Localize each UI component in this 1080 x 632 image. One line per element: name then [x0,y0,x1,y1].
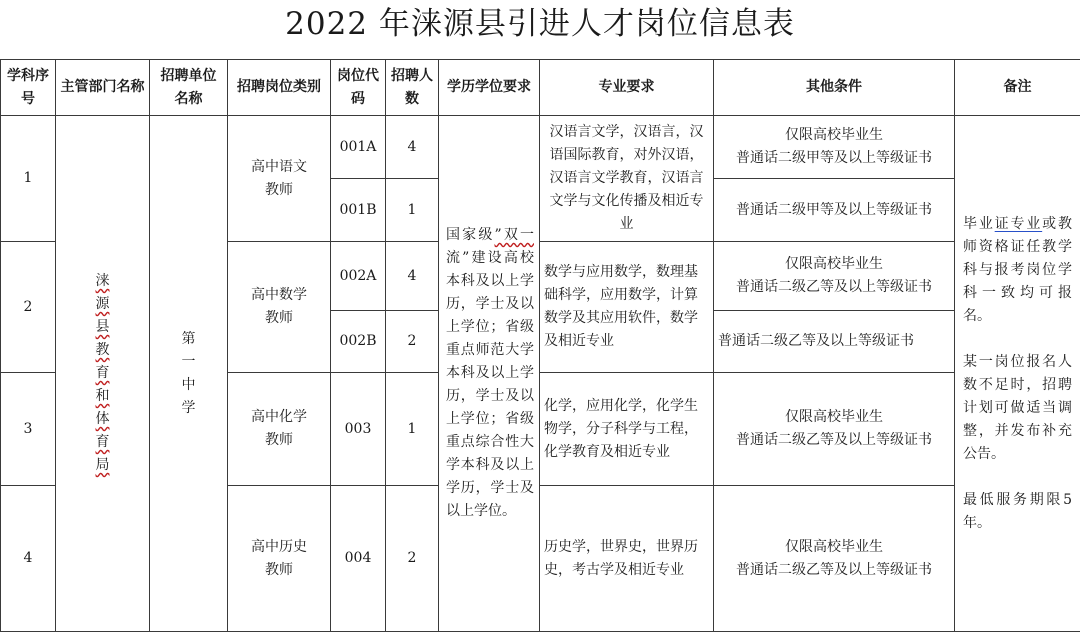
major-cell: 汉语言文学，汉语言，汉语国际教育，对外汉语，汉语言文学教育，汉语言文学与文化传播及相近专业 [540,116,714,242]
count-cell: 2 [386,311,439,373]
other-line-2: 普通话二级乙等及以上等级证书 [736,561,932,578]
note-text-3: 最低服务期限5年。 [963,491,1072,531]
other-cell [714,242,955,311]
count-cell: 4 [386,116,439,179]
count-cell: 1 [386,373,439,486]
post-cell: 高中历史教师 [228,486,331,632]
table-row [1,116,1080,179]
header-note: 备注 [955,60,1080,116]
other-line-1: 仅限高校毕业生 [785,409,883,425]
degree-text-a: 国家级 [446,227,495,243]
header-code: 岗位代码 [331,60,386,116]
note-text-1b: 证专业 [994,215,1043,232]
major-cell: 历史学，世界史，世界历史，考古学及相近专业 [540,486,714,632]
code-cell: 004 [331,486,386,632]
code-cell: 003 [331,373,386,486]
other-line-2: 普通话二级甲等及以上等级证书 [736,150,932,166]
other-cell [714,373,955,486]
other-cell: 普通话二级甲等及以上等级证书 [714,179,955,242]
major-cell: 化学，应用化学，化学生物学，分子科学与工程，化学教育及相近专业 [540,373,714,486]
other-line-1: 仅限高校毕业生 [785,256,883,272]
degree-cell [439,116,540,632]
major-cell: 数学与应用数学，数理基础科学，应用数学，计算数学及其应用软件，数学及相近专业 [540,242,714,373]
other-line-1: 仅限高校毕业生 [785,127,883,143]
note-text-1a: 毕业 [963,215,995,232]
seq-cell: 4 [1,486,56,632]
dept-name: 涞源县教育和体育局 [95,273,110,473]
degree-text-c: 流 [446,250,463,266]
other-line-1: 仅限高校毕业生 [785,538,883,555]
other-cell [714,116,955,179]
count-cell: 1 [386,179,439,242]
header-unit: 招聘单位名称 [150,60,228,116]
other-cell [714,486,955,632]
post-cell: 高中化学教师 [228,373,331,486]
seq-cell: 2 [1,242,56,373]
header-seq: 学科序号 [1,60,56,116]
other-line-2: 普通话二级乙等及以上等级证书 [736,432,932,448]
count-cell: 4 [386,242,439,311]
code-cell: 002B [331,311,386,373]
seq-cell: 3 [1,373,56,486]
note-text-2: 某一岗位报名人数不足时，招聘计划可做适当调整，并发布补充公告。 [963,353,1072,462]
dept-cell [56,116,150,632]
header-degree: 学历学位要求 [439,60,540,116]
header-other: 其他条件 [714,60,955,116]
code-cell: 001A [331,116,386,179]
degree-text-b: ”双一 [494,227,534,243]
header-row [1,60,1080,116]
header-major: 专业要求 [540,60,714,116]
header-post-type: 招聘岗位类别 [228,60,331,116]
code-cell: 001B [331,179,386,242]
note-text-1c: 或教师资格证任教学科与报考岗位学科一致均可报名。 [963,215,1073,324]
post-cell: 高中数学教师 [228,242,331,373]
post-cell: 高中语文教师 [228,116,331,242]
page-title: 2022 年涞源县引进人才岗位信息表 [285,6,795,42]
other-cell: 普通话二级乙等及以上等级证书 [714,311,955,373]
note-cell [955,116,1080,632]
code-cell: 002A [331,242,386,311]
unit-cell: 第一中学 [150,116,228,632]
header-count: 招聘人数 [386,60,439,116]
seq-cell: 1 [1,116,56,242]
recruitment-table [0,59,1080,632]
degree-text-d: ”建设高校本科及以上学历，学士及以上学位；省级重点师范大学本科及以上学历，学士及以上学位；省级重点综合性大学本科及以上学历，学士及以上学位。 [446,250,534,519]
count-cell: 2 [386,486,439,632]
header-dept: 主管部门名称 [56,60,150,116]
other-line-2: 普通话二级乙等及以上等级证书 [736,279,932,295]
